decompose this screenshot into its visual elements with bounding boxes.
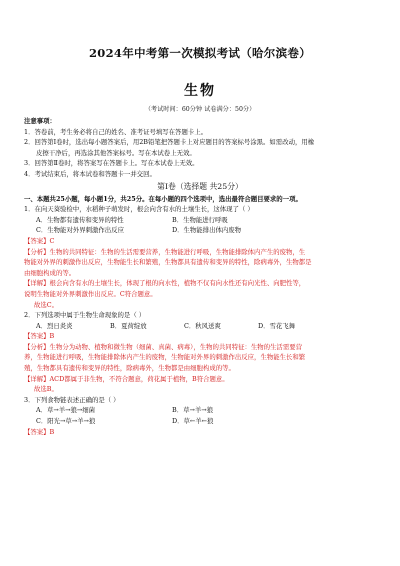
detail-line: 【详解】ACD都属于非生物，不符合题意，荷花属于植物，B符合题意。 xyxy=(24,374,229,383)
subject-title: 生物 xyxy=(184,83,216,99)
option-row xyxy=(24,405,376,416)
analysis-line: 由细胞构成的等。 xyxy=(24,268,76,277)
option: C．秋风送爽 xyxy=(184,321,221,330)
section-heading: 第Ⅰ卷（选择题 共25分） xyxy=(157,181,243,191)
conclusion: 故选C。 xyxy=(34,300,59,309)
option: C．阳光→草→羊→狼 xyxy=(36,417,96,426)
option-row xyxy=(24,416,376,427)
note-item: 3．回答第Ⅱ卷时，将答案写在答题卡上。写在本试卷上无效。 xyxy=(24,159,199,168)
question-stem: 3．下列食物链表述正确的是（ ） xyxy=(24,395,120,404)
note-item: 皮擦干净后，再选涂其他答案标号。写在本试卷上无效。 xyxy=(36,148,196,157)
note-item: 2．回答第Ⅰ卷时，选出每小题答案后，用2B铅笔把答题卡上对应题目的答案标号涂黑。如需改动，用橡 xyxy=(24,138,315,147)
note-item: 1．答卷前，考生务必将自己的姓名、准考证号填写在答题卡上。 xyxy=(24,127,208,136)
option: D．生物能排出体内废物 xyxy=(172,226,242,235)
analysis-line: 【分析】生物分为动物、植物和微生物（细菌、真菌、病毒），生物的共同特征：生物的生活需要营 xyxy=(24,342,302,351)
exam-title: 2024年中考第一次模拟考试（哈尔滨卷） xyxy=(88,46,311,60)
answer-label: 【答案】C xyxy=(24,236,55,245)
option: B．草→羊→狼 xyxy=(172,406,213,415)
option: A．草→羊→狼→细菌 xyxy=(36,406,96,415)
option: D．雪花飞舞 xyxy=(258,321,296,330)
analysis-line: 养，生物能进行呼吸，生物能排除体内产生的废物，生物能对外界的刺激作出反应，生物能生长和繁 xyxy=(24,353,306,362)
option: A．烈日炎炎 xyxy=(36,321,73,330)
option-row xyxy=(24,215,376,226)
option: D．草←羊←狼 xyxy=(172,417,214,426)
conclusion: 故选B。 xyxy=(34,385,58,394)
exam-body xyxy=(24,116,376,437)
option: A．生物都有遗传和变异的特性 xyxy=(36,215,124,224)
detail-line: 【详解】根会向含有水的土壤生长，体现了根的向水性，植物不仅有向水性还有向光性、向肥性等， xyxy=(24,279,306,288)
notes-heading: 注意事项： xyxy=(24,117,56,125)
analysis-line: 物能对外界的刺激作出反应，生物能生长和繁殖，生物都具有遗传和变异的特性，除病毒外，生物都是 xyxy=(24,258,312,267)
option: C．生物能对外界刺激作出反应 xyxy=(36,226,124,235)
answer-label: 【答案】B xyxy=(24,427,55,436)
question-stem: 2．下列选项中属于生物生命现象的是（ ） xyxy=(24,311,146,320)
detail-line: 说明生物能对外界刺激作出反应。C符合题意。 xyxy=(24,289,157,298)
question-stem: 1．在向天葵验检中，水稻种子萌发时，根会向含有水的土壤生长，这体现了（ ） xyxy=(24,205,254,214)
analysis-line: 【分析】生物的共同特征：生物的生活需要营养，生物能进行呼吸，生物能排除体内产生的废物，生 xyxy=(24,247,306,256)
exam-meta: （考试时间：60分钟 试卷满分：50分） xyxy=(144,106,256,113)
option: B．夏荷绽放 xyxy=(110,321,147,330)
note-item: 4．考试结束后，将本试卷和答题卡一并交回。 xyxy=(24,169,156,178)
option-row xyxy=(24,321,376,332)
answer-label: 【答案】B xyxy=(24,332,55,341)
option: B．生物能进行呼吸 xyxy=(172,215,228,224)
option-row xyxy=(24,225,376,236)
analysis-line: 殖，生物都具有遗传和变异的特性，除病毒外，生物都是由细胞构成的等。 xyxy=(24,364,235,373)
section-instruction: 一、本题共25小题，每小题1分，共25分。在每小题的四个选项中，选出最符合题目要求的一项。 xyxy=(24,194,302,203)
